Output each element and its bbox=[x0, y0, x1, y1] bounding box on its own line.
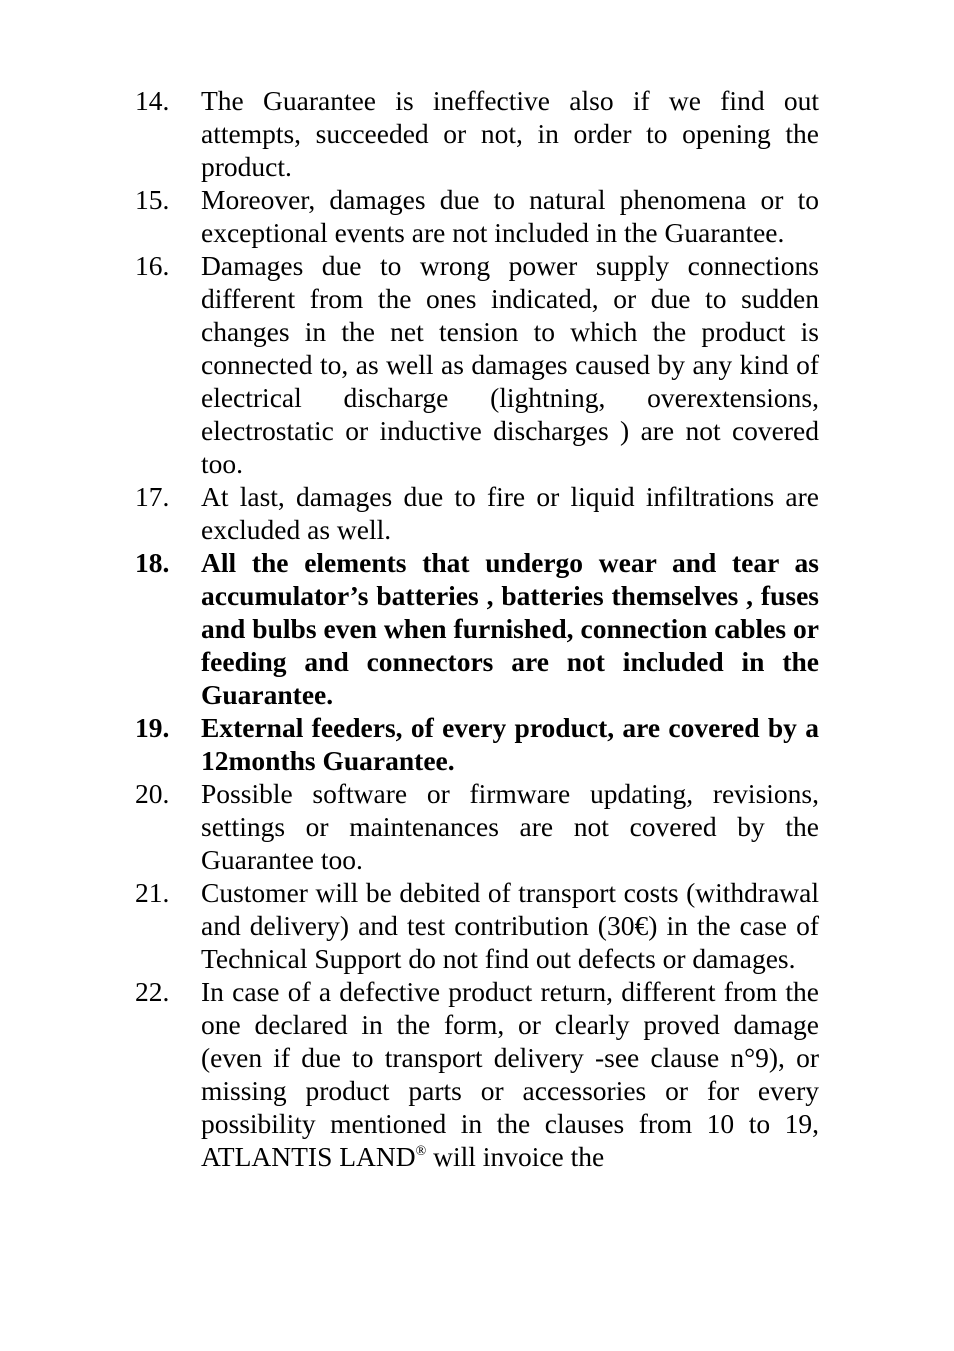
clause-number: 16. bbox=[135, 250, 170, 281]
clause-text bbox=[201, 975, 819, 1173]
clause-number: 15. bbox=[135, 184, 170, 215]
clause-21 bbox=[135, 876, 819, 975]
clause-number: 18. bbox=[135, 547, 170, 578]
clause-text: Damages due to wrong power supply connections different from the ones indicated, or due to sudden changes in the net tension to which the product is connected to, as well as damages caused by any kind of electrical discharge (lightning, overextensions, electrostatic or inductive discharges ) are not covered too. bbox=[201, 250, 819, 479]
clause-22 bbox=[135, 975, 819, 1173]
clause-text-main: In case of a defective product return, different from the one declared in the form, or clearly proved damage (even if due to transport delivery -see clause n°9), or missing product parts or accessories or for every possibility mentioned in the clauses from 10 to 19, ATLANTIS LAND bbox=[201, 976, 819, 1172]
clause-number: 20. bbox=[135, 778, 170, 809]
clause-number: 19. bbox=[135, 712, 170, 743]
clause-text: External feeders, of every product, are covered by a 12months Guarantee. bbox=[201, 712, 819, 776]
clause-number: 22. bbox=[135, 976, 170, 1007]
clause-18 bbox=[135, 546, 819, 711]
clause-19 bbox=[135, 711, 819, 777]
clause-text-continued: will invoice the bbox=[426, 1141, 605, 1172]
clause-16 bbox=[135, 249, 819, 480]
clause-17 bbox=[135, 480, 819, 546]
clause-text: All the elements that undergo wear and tear as accumulator’s batteries , batteries themselves , fuses and bulbs even when furnished, connection cables or feeding and connectors are not included in the Guarantee. bbox=[201, 547, 819, 710]
clause-text: At last, damages due to fire or liquid infiltrations are excluded as well. bbox=[201, 481, 819, 545]
clause-text: Moreover, damages due to natural phenomena or to exceptional events are not included in the Guarantee. bbox=[201, 184, 819, 248]
clause-text: Customer will be debited of transport costs (withdrawal and delivery) and test contribution (30€) in the case of Technical Support do not find out defects or damages. bbox=[201, 877, 819, 974]
clause-15 bbox=[135, 183, 819, 249]
registered-trademark-mark: ® bbox=[415, 1144, 427, 1159]
clause-20 bbox=[135, 777, 819, 876]
clause-text: Possible software or firmware updating, revisions, settings or maintenances are not covered by the Guarantee too. bbox=[201, 778, 819, 875]
guarantee-clause-list bbox=[135, 84, 819, 1173]
clause-number: 17. bbox=[135, 481, 170, 512]
clause-text: The Guarantee is ineffective also if we find out attempts, succeeded or not, in order to opening the product. bbox=[201, 85, 819, 182]
clause-number: 21. bbox=[135, 877, 170, 908]
clause-number: 14. bbox=[135, 85, 170, 116]
clause-14 bbox=[135, 84, 819, 183]
